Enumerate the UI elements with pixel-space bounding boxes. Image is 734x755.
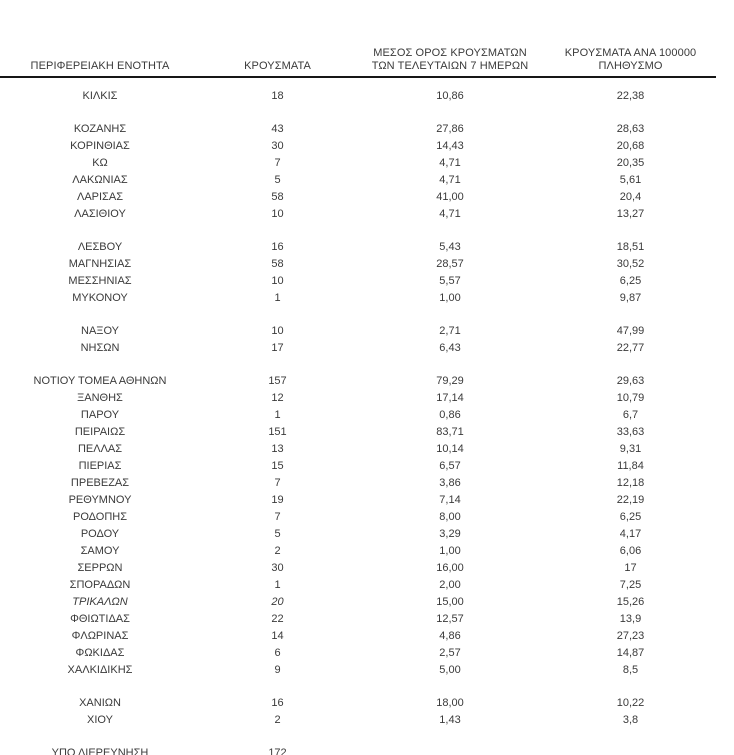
per100k-cell: 18,51	[616, 241, 645, 253]
avg7-cell: 7,14	[439, 494, 461, 506]
region-cell: ΦΛΩΡΙΝΑΣ	[71, 630, 129, 642]
cases-cell: 17	[271, 342, 284, 354]
cases-cell: 2	[274, 714, 281, 726]
table-row	[0, 594, 716, 611]
per100k-cell: 6,25	[619, 511, 642, 523]
column-header-avg7-label-line1: ΜΕΣΟΣ ΟΡΟΣ ΚΡΟΥΣΜΑΤΩΝ	[373, 47, 527, 59]
avg7-cell: 18,00	[436, 697, 464, 709]
region-cell: ΜΑΓΝΗΣΙΑΣ	[68, 258, 132, 270]
avg7-cell: 4,71	[439, 208, 461, 220]
per100k-cell: 6,7	[622, 409, 639, 421]
per100k-cell: 33,63	[616, 426, 645, 438]
region-cell: ΡΟΔΟΥ	[80, 528, 120, 540]
avg7-cell: 2,57	[439, 647, 461, 659]
column-header-cases	[200, 60, 355, 73]
region-cell: ΛΑΡΙΣΑΣ	[76, 191, 123, 203]
cases-cell: 19	[271, 494, 284, 506]
table-row	[0, 239, 716, 256]
region-cell: ΚΟΖΑΝΗΣ	[73, 123, 127, 135]
avg7-cell: 28,57	[436, 258, 464, 270]
table-row	[0, 138, 716, 155]
region-cell: ΛΑΣΙΘΙΟΥ	[74, 208, 126, 220]
cases-cell: 43	[271, 123, 284, 135]
avg7-cell: 8,00	[439, 511, 461, 523]
cases-cell: 157	[268, 375, 287, 387]
table-row	[0, 189, 716, 206]
column-header-per100k	[545, 47, 716, 73]
cases-cell: 1	[274, 579, 281, 591]
per100k-cell: 8,5	[622, 664, 639, 676]
per100k-cell: 29,63	[616, 375, 645, 387]
region-cell: ΧΙΟΥ	[87, 714, 113, 726]
cases-cell: 5	[274, 528, 281, 540]
cases-cell: 30	[271, 562, 284, 574]
table-row	[0, 373, 716, 390]
region-cell: ΣΕΡΡΩΝ	[77, 562, 123, 574]
per100k-cell: 28,63	[616, 123, 645, 135]
cases-cell: 13	[271, 443, 284, 455]
avg7-cell: 3,29	[439, 528, 461, 540]
avg7-cell: 14,43	[436, 140, 464, 152]
table-row	[0, 155, 716, 172]
table-row	[0, 745, 716, 755]
table-row	[0, 712, 716, 729]
avg7-cell: 5,00	[439, 664, 461, 676]
per100k-cell: 9,31	[619, 443, 642, 455]
table-row	[0, 475, 716, 492]
table-row	[0, 172, 716, 189]
avg7-cell: 83,71	[436, 426, 464, 438]
table-header-row	[0, 0, 716, 78]
table-row	[0, 121, 716, 138]
cases-cell: 58	[271, 258, 284, 270]
avg7-cell: 17,14	[436, 392, 464, 404]
per100k-cell: 10,22	[616, 697, 645, 709]
table-row	[0, 441, 716, 458]
region-cell: ΤΡΙΚΑΛΩΝ	[72, 596, 128, 608]
per100k-cell: 15,26	[616, 596, 645, 608]
table-row	[0, 390, 716, 407]
cases-cell: 7	[274, 511, 281, 523]
cases-cell: 2	[274, 545, 281, 557]
region-cell: ΜΥΚΟΝΟΥ	[72, 292, 128, 304]
per100k-cell: 12,18	[616, 477, 645, 489]
cases-cell: 20	[271, 596, 284, 608]
region-cell: ΜΕΣΣΗΝΙΑΣ	[68, 275, 132, 287]
avg7-cell: 41,00	[436, 191, 464, 203]
table-row	[0, 273, 716, 290]
cases-cell: 22	[271, 613, 284, 625]
per100k-cell: 30,52	[616, 258, 645, 270]
column-header-region	[0, 60, 200, 73]
avg7-cell: 3,86	[439, 477, 461, 489]
avg7-cell: 16,00	[436, 562, 464, 574]
region-cell: ΞΑΝΘΗΣ	[77, 392, 123, 404]
region-cell: ΝΑΞΟΥ	[81, 325, 119, 337]
avg7-cell: 1,43	[439, 714, 461, 726]
avg7-cell: 4,86	[439, 630, 461, 642]
per100k-cell: 9,87	[619, 292, 642, 304]
column-header-avg7	[355, 47, 545, 73]
avg7-cell: 27,86	[436, 123, 464, 135]
cases-cell: 10	[271, 325, 284, 337]
avg7-cell: 1,00	[439, 292, 461, 304]
table-row	[0, 662, 716, 679]
table-row	[0, 509, 716, 526]
per100k-cell: 20,35	[616, 157, 645, 169]
avg7-cell: 12,57	[436, 613, 464, 625]
per100k-cell: 22,19	[616, 494, 645, 506]
region-cell: ΠΡΕΒΕΖΑΣ	[70, 477, 130, 489]
table-row	[0, 526, 716, 543]
cases-cell: 9	[274, 664, 281, 676]
region-cell: ΠΕΙΡΑΙΩΣ	[74, 426, 126, 438]
table-row	[0, 340, 716, 357]
per100k-cell: 4,17	[619, 528, 642, 540]
table-row	[0, 645, 716, 662]
region-cell: ΣΑΜΟΥ	[80, 545, 120, 557]
per100k-cell: 20,4	[619, 191, 642, 203]
region-cell: ΡΟΔΟΠΗΣ	[72, 511, 128, 523]
region-cell: ΧΑΛΚΙΔΙΚΗΣ	[67, 664, 133, 676]
avg7-cell: 6,43	[439, 342, 461, 354]
table-row	[0, 611, 716, 628]
cases-cell: 7	[274, 157, 281, 169]
column-header-per100k-label-line2: ΠΛΗΘΥΣΜΟ	[598, 60, 663, 72]
cases-cell: 172	[268, 747, 287, 755]
region-cell: ΣΠΟΡΑΔΩΝ	[69, 579, 131, 591]
cases-cell: 30	[271, 140, 284, 152]
avg7-cell: 10,86	[436, 90, 464, 102]
cases-cell: 10	[271, 275, 284, 287]
avg7-cell: 4,71	[439, 157, 461, 169]
table-row	[0, 88, 716, 105]
region-cell: ΚΟΡΙΝΘΙΑΣ	[70, 140, 130, 152]
region-cell: ΧΑΝΙΩΝ	[79, 697, 121, 709]
avg7-cell: 15,00	[436, 596, 464, 608]
region-cell: ΝΗΣΩΝ	[80, 342, 120, 354]
avg7-cell: 5,57	[439, 275, 461, 287]
per100k-cell: 20,68	[616, 140, 645, 152]
region-cell: ΡΕΘΥΜΝΟΥ	[68, 494, 132, 506]
table-row	[0, 206, 716, 223]
avg7-cell: 0,86	[439, 409, 461, 421]
table-row	[0, 695, 716, 712]
avg7-cell: 6,57	[439, 460, 461, 472]
avg7-cell: 10,14	[436, 443, 464, 455]
table-row	[0, 407, 716, 424]
per100k-cell: 27,23	[616, 630, 645, 642]
per100k-cell: 7,25	[619, 579, 642, 591]
cases-cell: 7	[274, 477, 281, 489]
table-row	[0, 628, 716, 645]
region-cell: ΦΘΙΩΤΙΔΑΣ	[70, 613, 130, 625]
cases-cell: 16	[271, 241, 284, 253]
cases-cell: 16	[271, 697, 284, 709]
per100k-cell: 22,77	[616, 342, 645, 354]
region-cell: ΠΕΛΛΑΣ	[77, 443, 123, 455]
table-body	[0, 88, 716, 755]
per100k-cell: 5,61	[619, 174, 642, 186]
region-cell: ΛΑΚΩΝΙΑΣ	[72, 174, 128, 186]
cases-cell: 18	[271, 90, 284, 102]
table-row	[0, 543, 716, 560]
per100k-cell: 6,25	[619, 275, 642, 287]
cases-cell: 1	[274, 292, 281, 304]
table-row	[0, 577, 716, 594]
per100k-cell: 10,79	[616, 392, 645, 404]
region-cell: ΦΩΚΙΔΑΣ	[75, 647, 125, 659]
column-header-per100k-label-line1: ΚΡΟΥΣΜΑΤΑ ΑΝΑ 100000	[564, 47, 697, 59]
column-header-region-label: ΠΕΡΙΦΕΡΕΙΑΚΗ ΕΝΟΤΗΤΑ	[30, 60, 170, 72]
avg7-cell: 1,00	[439, 545, 461, 557]
per100k-cell: 3,8	[622, 714, 639, 726]
table-row	[0, 458, 716, 475]
table-row	[0, 560, 716, 577]
per100k-cell: 14,87	[616, 647, 645, 659]
table-row	[0, 323, 716, 340]
avg7-cell: 4,71	[439, 174, 461, 186]
region-cell: ΝΟΤΙΟΥ ΤΟΜΕΑ ΑΘΗΝΩΝ	[33, 375, 167, 387]
table-row	[0, 424, 716, 441]
avg7-cell: 79,29	[436, 375, 464, 387]
cases-cell: 15	[271, 460, 284, 472]
cases-cell: 6	[274, 647, 281, 659]
per100k-cell: 22,38	[616, 90, 645, 102]
cases-cell: 14	[271, 630, 284, 642]
table-row	[0, 492, 716, 509]
cases-cell: 12	[271, 392, 284, 404]
avg7-cell: 5,43	[439, 241, 461, 253]
cases-cell: 1	[274, 409, 281, 421]
table-row	[0, 256, 716, 273]
per100k-cell: 47,99	[616, 325, 645, 337]
region-cell: ΛΕΣΒΟΥ	[77, 241, 123, 253]
cases-cell: 5	[274, 174, 281, 186]
region-cell: ΚΩ	[92, 157, 108, 169]
region-cell: ΚΙΛΚΙΣ	[82, 90, 118, 102]
cases-cell: 10	[271, 208, 284, 220]
per100k-cell: 6,06	[619, 545, 642, 557]
cases-cell: 58	[271, 191, 284, 203]
avg7-cell: 2,00	[439, 579, 461, 591]
column-header-avg7-label-line2: ΤΩΝ ΤΕΛΕΥΤΑΙΩΝ 7 ΗΜΕΡΩΝ	[371, 60, 529, 72]
avg7-cell: 2,71	[439, 325, 461, 337]
per100k-cell: 11,84	[617, 460, 644, 472]
cases-cell: 151	[268, 426, 287, 438]
per100k-cell: 13,27	[616, 208, 645, 220]
per100k-cell: 17	[624, 562, 637, 574]
table-row	[0, 290, 716, 307]
region-cell: ΠΙΕΡΙΑΣ	[78, 460, 122, 472]
region-cell: ΥΠΟ ΔΙΕΡΕΥΝΗΣΗ	[51, 747, 149, 755]
column-header-cases-label: ΚΡΟΥΣΜΑΤΑ	[244, 60, 311, 72]
region-cell: ΠΑΡΟΥ	[80, 409, 120, 421]
per100k-cell: 13,9	[619, 613, 642, 625]
